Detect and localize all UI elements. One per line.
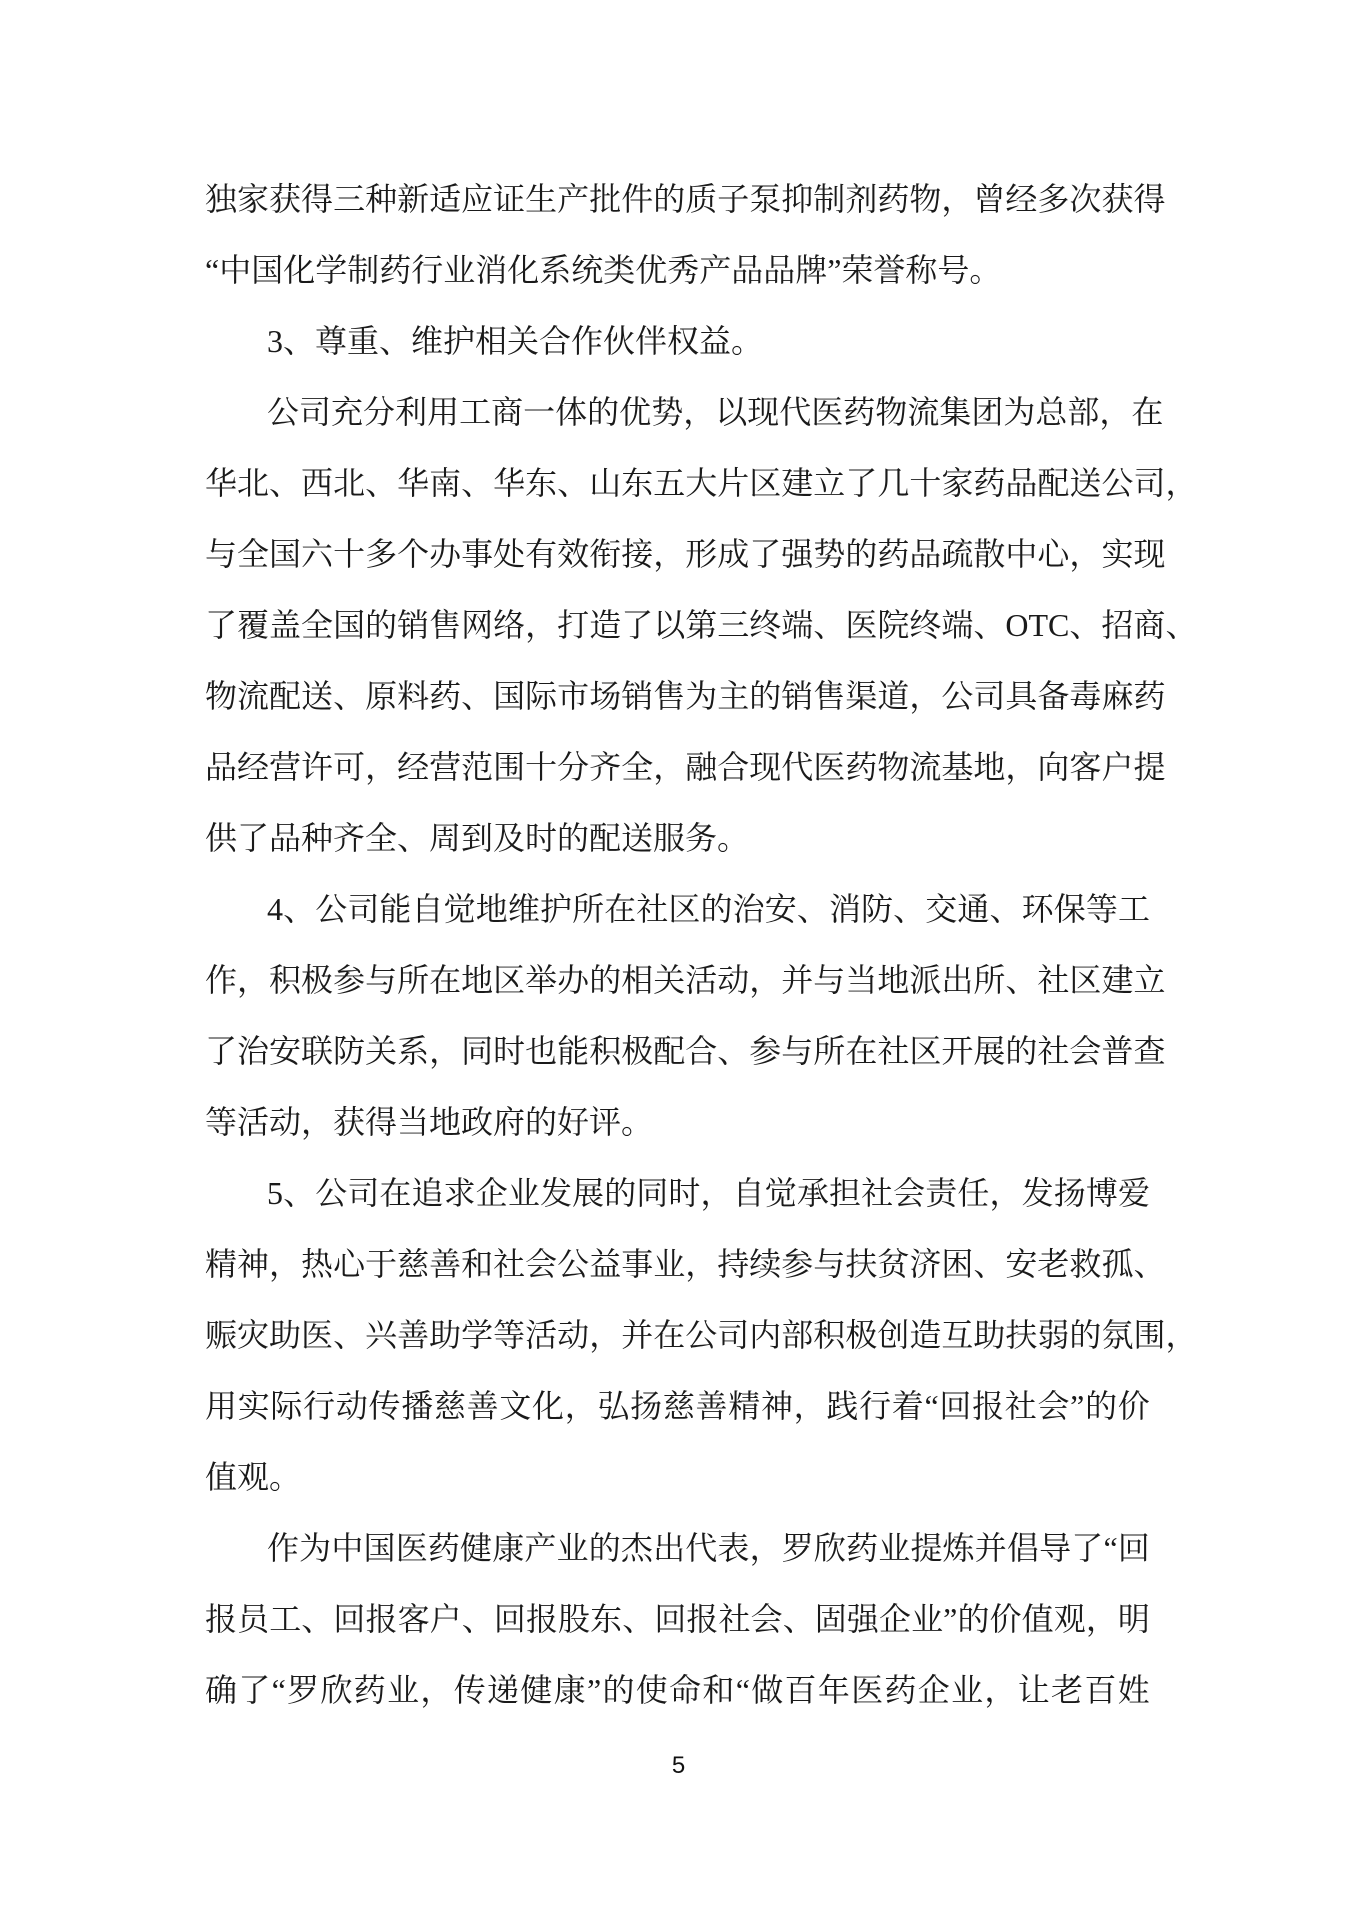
text-line: “中国化学制药行业消化系统类优秀产品品牌”荣誉称号。 xyxy=(205,252,1002,288)
text-line: 了 治 安 联 防 关 系 ， 同 时 也 能 积 极 配 合 、 参 与 所 在 社 区 开 展 的 社 会 普 查 xyxy=(205,1033,1166,1069)
text-line: 用 实 际 行 动 传 播 慈 善 文 化 ， 弘 扬 慈 善 精 神 ， 践 行 着 “ 回 报 社 会 ” 的 价 xyxy=(205,1388,1150,1424)
text-line: 公 司 充 分 利 用 工 商 一 体 的 优 势 ， 以 现 代 医 药 物 流 集 团 为 总 部 ， 在 xyxy=(267,394,1164,430)
text-line: 供了品种齐全、周到及时的配送服务。 xyxy=(205,820,750,856)
text-line: 3、尊重、维护相关合作伙伴权益。 xyxy=(267,323,764,359)
document-body xyxy=(205,164,1198,1726)
text-line: 4 、 公 司 能 自 觉 地 维 护 所 在 社 区 的 治 安 、 消 防 、 交 通 、 环 保 等 工 xyxy=(267,891,1150,927)
page-number: 5 xyxy=(671,1752,686,1779)
text-line: 确 了 “ 罗 欣 药 业 ， 传 递 健 康 ” 的 使 命 和 “ 做 百 年 医 药 企 业 ， 让 老 百 姓 xyxy=(205,1672,1150,1708)
text-line: 值观。 xyxy=(205,1459,302,1495)
text-line: 物 流 配 送 、 原 料 药 、 国 际 市 场 销 售 为 主 的 销 售 渠 道 ， 公 司 具 备 毒 麻 药 xyxy=(205,678,1166,714)
text-line: 作 为 中 国 医 药 健 康 产 业 的 杰 出 代 表 ， 罗 欣 药 业 提 炼 并 倡 导 了 “ 回 xyxy=(267,1530,1150,1566)
text-line: 等活动，获得当地政府的好评。 xyxy=(205,1104,654,1140)
text-line: 精 神 ， 热 心 于 慈 善 和 社 会 公 益 事 业 ， 持 续 参 与 扶 贫 济 困 、 安 老 救 孤 、 xyxy=(205,1246,1166,1282)
text-line: 报 员 工 、 回 报 客 户 、 回 报 股 东 、 回 报 社 会 、 固 强 企 业 ” 的 价 值 观 ， 明 xyxy=(205,1601,1150,1637)
text-line: 5 、 公 司 在 追 求 企 业 发 展 的 同 时 ， 自 觉 承 担 社 会 责 任 ， 发 扬 博 爱 xyxy=(267,1175,1150,1211)
text-line: 赈 灾 助 医 、 兴 善 助 学 等 活 动 ， 并 在 公 司 内 部 积 极 创 造 互 助 扶 弱 的 氛 围 ， xyxy=(205,1317,1198,1353)
text-line: 品 经 营 许 可 ， 经 营 范 围 十 分 齐 全 ， 融 合 现 代 医 药 物 流 基 地 ， 向 客 户 提 xyxy=(205,749,1166,785)
text-line: 独 家 获 得 三 种 新 适 应 证 生 产 批 件 的 质 子 泵 抑 制 剂 药 物 ， 曾 经 多 次 获 得 xyxy=(205,181,1166,217)
text-line: 华 北 、 西 北 、 华 南 、 华 东 、 山 东 五 大 片 区 建 立 了 几 十 家 药 品 配 送 公 司 ， xyxy=(205,465,1198,501)
text-line: 与 全 国 六 十 多 个 办 事 处 有 效 衔 接 ， 形 成 了 强 势 的 药 品 疏 散 中 心 ， 实 现 xyxy=(205,536,1166,572)
text-line: 作 ， 积 极 参 与 所 在 地 区 举 办 的 相 关 活 动 ， 并 与 当 地 派 出 所 、 社 区 建 立 xyxy=(205,962,1166,998)
text-line: 了 覆 盖 全 国 的 销 售 网 络 ， 打 造 了 以 第 三 终 端 、 医 院 终 端 、 OTC 、 招 商 、 xyxy=(205,607,1198,643)
